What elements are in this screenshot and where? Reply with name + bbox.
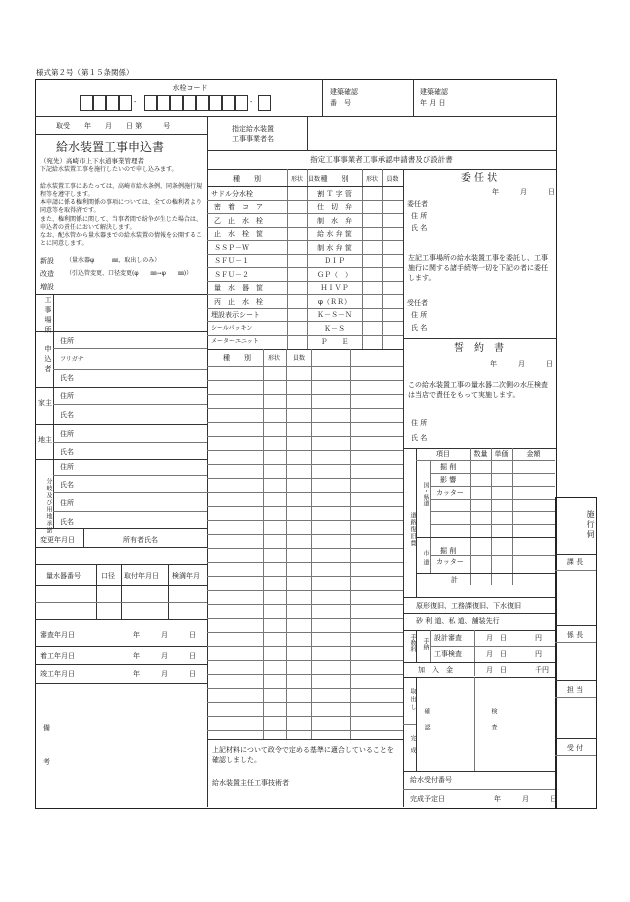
table-row	[207, 506, 403, 507]
table-row	[207, 632, 403, 633]
list-item: φ（ＲＲ）	[318, 298, 351, 306]
list-item: ＳＦＵ－２	[214, 271, 249, 279]
material-section-title: 指定工事事業者工事承認申請書及び設計書	[310, 155, 453, 164]
list-item: ＤＩＰ	[324, 257, 345, 265]
table-row	[207, 576, 403, 577]
restoration-note-1: 原形復旧、工務課復旧、下水復旧	[416, 602, 521, 610]
reception-line: 取受 年 月 日 第 号	[56, 122, 171, 130]
list-item: 制 水 弁	[317, 217, 352, 225]
land-owner-label: 地主	[38, 436, 52, 444]
proxy-text: 左記工事場所の給水装置工事を委託し、工事施行に関する諸手続等一切を下記の者に委任します。	[408, 254, 548, 282]
water-receipt-label: 給水受付番号	[410, 776, 452, 784]
list-item: 埋設表示シート	[211, 311, 260, 319]
list-item: 給 水 弁 筐	[317, 230, 352, 238]
list-item: ＳＳＰ－Ｗ	[214, 244, 249, 252]
list-item: ＨＩＶＰ	[320, 284, 349, 292]
pledge-title: 誓 約 書	[454, 343, 504, 354]
application-title: 給水装置工事申込書	[56, 140, 165, 154]
list-item: 仕 切 弁	[317, 203, 352, 211]
complete-label: 完成	[409, 735, 416, 759]
building-confirm-date-label: 建築確認	[420, 88, 448, 96]
table-row	[207, 646, 403, 647]
outflow-label: 取出し	[409, 688, 416, 712]
fees-label: 手数料	[409, 634, 416, 652]
list-item: Ｋ－Ｓ－Ｎ	[317, 311, 352, 319]
list-item: メーターユニット	[211, 338, 259, 345]
list-item: Ｐ Ｅ	[320, 338, 349, 346]
table-row	[207, 464, 403, 465]
table-row	[207, 422, 403, 423]
table-row	[207, 674, 403, 675]
table-row	[207, 716, 403, 717]
modify-label: 改造	[40, 270, 54, 278]
table-row	[207, 380, 403, 381]
form-number: 様式第２号（第１５条関係）	[36, 68, 134, 77]
site-label: 工事場所	[44, 296, 52, 336]
addressee: （宛先）高崎市上下水道事業管理者	[40, 157, 144, 165]
table-row	[207, 604, 403, 605]
confirmation-text: 上記材料について政令で定める基準に適合していることを確認しました。	[212, 746, 394, 764]
table-row	[207, 618, 403, 619]
proxy-title: 委 任 状	[460, 173, 498, 184]
owner-name-label: 所有者氏名	[123, 536, 158, 544]
house-owner-label: 家主	[38, 399, 52, 407]
chief-label: 係 長	[566, 631, 584, 639]
list-item: 割 Ｔ 字 管	[317, 190, 352, 198]
planned-date-label: 完成予定日	[410, 795, 445, 803]
new-label: 新設	[40, 257, 54, 265]
list-item: ＳＦＵ－１	[214, 257, 249, 265]
remarks-label: 備	[43, 724, 50, 732]
start-date-label: 着工年月日	[40, 652, 75, 660]
table-row	[207, 492, 403, 493]
list-item: 制 水 弁 筐	[317, 244, 352, 252]
table-row	[207, 688, 403, 689]
list-item: Ｋ－Ｓ	[324, 325, 345, 333]
table-row	[207, 450, 403, 451]
add-label: 増設	[40, 283, 54, 291]
list-item: 止 水 栓 筐	[214, 230, 263, 238]
section-chief-label: 課 長	[566, 558, 584, 566]
water-code-label: 水栓コード	[172, 84, 208, 92]
list-item: 丙 止 水 栓	[214, 298, 263, 306]
restoration-label: 道路復旧費	[409, 512, 416, 547]
building-confirm-no-label: 建築確認	[330, 88, 358, 96]
in-charge-label: 担 当	[566, 686, 584, 694]
restoration-note-2: 砂 利 道、私 道、舗装先行	[416, 617, 500, 625]
table-row	[207, 660, 403, 661]
list-item: ＧＰ（ ）	[317, 271, 352, 279]
subscription-label: 加 入 金	[418, 666, 453, 674]
table-row	[207, 702, 403, 703]
table-row	[207, 590, 403, 591]
table-row	[207, 478, 403, 479]
pledge-text: この給水装置工事の量水器二次側の水圧検査は当店で責任をもって実施します。	[408, 381, 548, 399]
applicant-label: 申込者	[44, 345, 52, 375]
branch-owner-label: 分岐及び用地承諾	[45, 478, 52, 534]
list-item: 乙 止 水 栓	[214, 217, 263, 225]
chief-engineer-label: 給水装置主任工事技術者	[212, 779, 289, 787]
table-row	[207, 562, 403, 563]
table-row	[207, 436, 403, 437]
table-row	[207, 394, 403, 395]
list-item: シールパッキン	[211, 325, 253, 332]
table-row	[207, 366, 403, 367]
table-row	[207, 534, 403, 535]
list-item: サドル分水栓	[211, 190, 253, 198]
completion-date-label: 竣工年月日	[40, 670, 75, 678]
reception-stamp-label: 受 付	[566, 744, 584, 752]
review-date-label: 審査年月日	[40, 631, 75, 639]
list-item: 密 着 コ ア	[214, 203, 263, 211]
table-row	[207, 520, 403, 521]
approval-title: 施行伺	[586, 510, 595, 540]
list-item: 量 水 器 筐	[214, 284, 263, 292]
designated-contractor-label: 指定給水装置	[232, 125, 274, 133]
table-row	[207, 730, 403, 731]
table-row	[207, 408, 403, 409]
change-date-label: 変更年月日	[40, 536, 75, 544]
table-row	[207, 548, 403, 549]
meter-number-label: 量水器番号	[46, 572, 81, 580]
approval-box	[555, 497, 597, 809]
